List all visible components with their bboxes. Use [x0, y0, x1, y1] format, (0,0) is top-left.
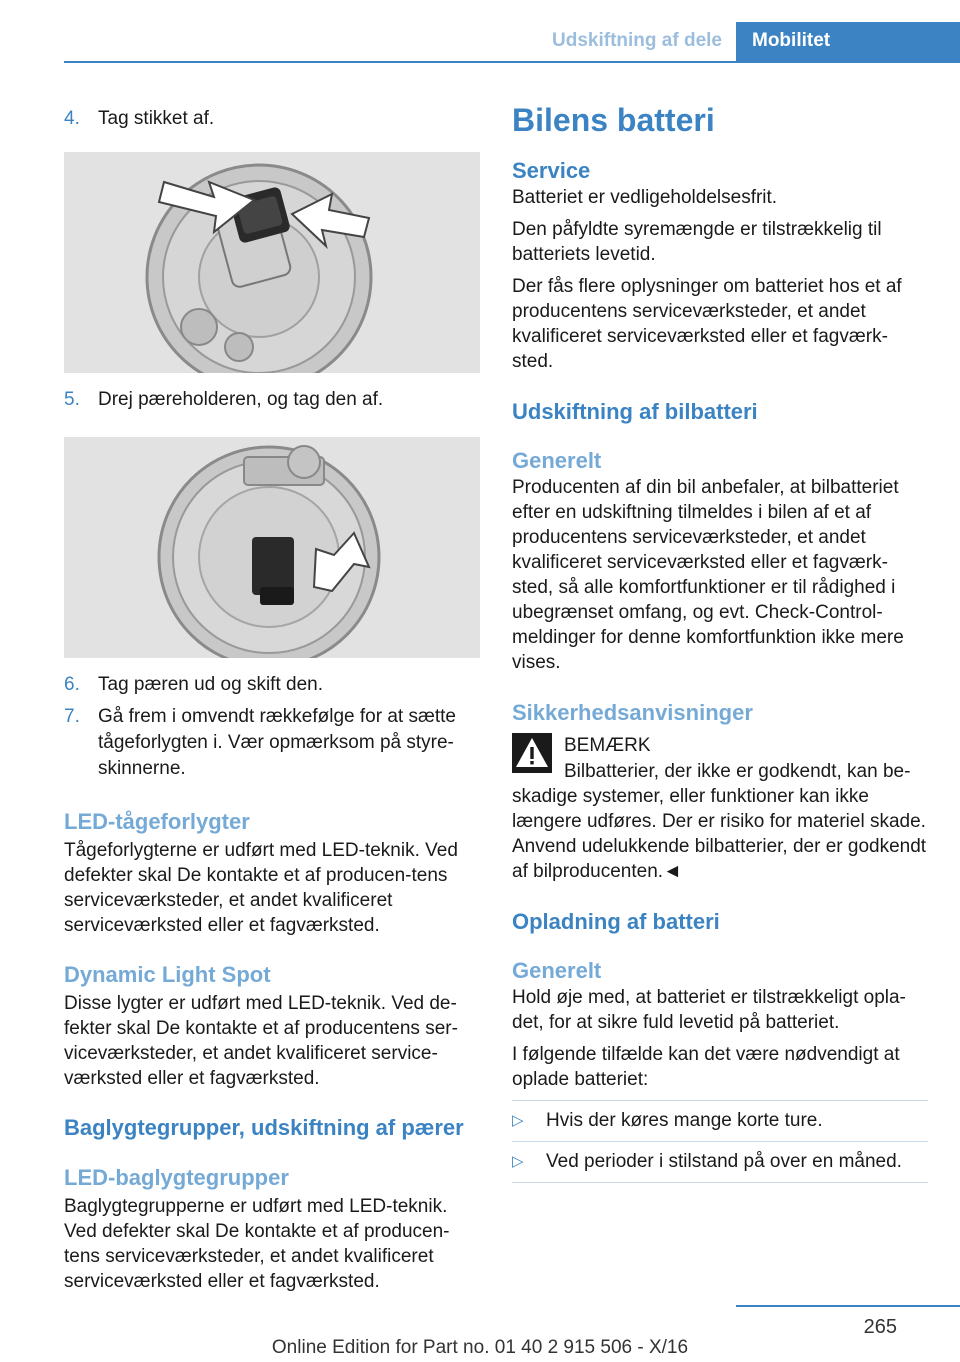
- led-rear-text: Baglygtegrupperne er udført med LED-teknik. Ved defekter skal De kontakte et af producen-tens serviceværksteder, et andet kvalificeret serviceværksted eller et fagværksted.: [64, 1196, 450, 1292]
- heading-service: Service: [512, 158, 591, 183]
- figure-turn-bulb-holder: [64, 437, 480, 658]
- heading-charging: Opladning af batteri: [512, 909, 720, 934]
- heading-battery: Bilens batteri: [512, 102, 715, 138]
- step-7: [64, 704, 480, 782]
- right-column: [512, 100, 928, 1183]
- running-header-section: Udskiftning af dele: [552, 30, 722, 51]
- heading-led-fog: LED-tågeforlygter: [64, 809, 250, 834]
- charge-p1: Hold øje med, at batteriet er tilstrækkeligt opla-det, for at sikre fuld levetid på batteriet.: [512, 987, 906, 1033]
- bulb-holder-illustration: [64, 437, 480, 658]
- heading-general: Generelt: [512, 448, 602, 473]
- warning-text: Bilbatterier, der ikke er godkendt, kan be-skadige systemer, eller funktioner kan ikke længere udføres. Der er risiko for materiel skade. Anvend udelukkende bilbatterier, der er godkendt af bilproducenten.◄: [512, 761, 927, 882]
- warning-label: BEMÆRK: [564, 735, 651, 756]
- step-number: 6.: [64, 674, 80, 695]
- heading-dynamic-light-spot: Dynamic Light Spot: [64, 962, 271, 987]
- edition-footer: Online Edition for Part no. 01 40 2 915 506 - X/16: [271, 1337, 689, 1358]
- step-text: Tag pæren ud og skift den.: [98, 674, 323, 695]
- replace-text: Producenten af din bil anbefaler, at bilbatteriet efter en udskiftning tilmeldes i bilen af et af producentens serviceværksteder, et andet kvalificeret serviceværksted eller et fagværk-sted, så alle komfortfunktioner er til rådighed i ubegrænset omfang, og evt. Check-Control-meldinger for denne komfortfunktion ikke mere vises.: [512, 477, 904, 673]
- step-text: Drej pæreholderen, og tag den af.: [98, 389, 384, 410]
- figure-unplug-connector: [64, 152, 480, 373]
- led-fog-text: Tågeforlygterne er udført med LED-teknik. Ved defekter skal De kontakte et af producen-tens serviceværksteder, et andet kvalificeret serviceværksted eller et fagværksted.: [64, 840, 458, 936]
- step-number: 5.: [64, 389, 80, 410]
- header-rule: [64, 61, 960, 63]
- service-p1: Batteriet er vedligeholdelsesfrit.: [512, 187, 778, 208]
- triangle-bullet-icon: ▷: [512, 1112, 524, 1129]
- step-text: Gå frem i omvendt rækkefølge for at sætte tågeforlygten i. Vær opmærksom på styre-skinnerne.: [98, 706, 456, 779]
- step-5: [64, 387, 480, 413]
- triangle-bullet-icon: ▷: [512, 1153, 524, 1170]
- heading-general-2: Generelt: [512, 958, 602, 983]
- step-number: 7.: [64, 706, 80, 727]
- connector-illustration: [64, 152, 480, 373]
- heading-safety: Sikkerhedsanvisninger: [512, 700, 753, 725]
- chapter-tab: Mobilitet: [736, 22, 960, 63]
- left-column: [64, 100, 480, 1294]
- bullet-list: [512, 1100, 928, 1183]
- step-number: 4.: [64, 108, 80, 129]
- list-item-text: Ved perioder i stilstand på over en måned.: [546, 1151, 902, 1172]
- service-p3: Der fås flere oplysninger om batteriet hos et af producentens serviceværksteder, et andet kvalificeret serviceværksted eller et fagværk-sted.: [512, 276, 902, 372]
- step-6: [64, 672, 480, 698]
- heading-rear-lights: Baglygtegrupper, udskiftning af pærer: [64, 1115, 464, 1140]
- warning-triangle-icon: [512, 733, 552, 773]
- dls-text: Disse lygter er udført med LED-teknik. Ved de-fekter skal De kontakte et af producentens ser-viceværksteder, et andet kvalificeret service-værksted eller et fagværksted.: [64, 993, 458, 1089]
- heading-led-rear: LED-baglygtegrupper: [64, 1165, 289, 1190]
- footer-rule: [736, 1305, 960, 1307]
- list-item-text: Hvis der køres mange korte ture.: [546, 1110, 823, 1131]
- step-text: Tag stikket af.: [98, 108, 215, 129]
- service-p2: Den påfyldte syremængde er tilstrækkelig til batteriets levetid.: [512, 219, 882, 265]
- heading-replace-battery: Udskiftning af bilbatteri: [512, 399, 758, 424]
- list-item: [512, 1141, 928, 1183]
- list-item: [512, 1100, 928, 1141]
- charge-p2: I følgende tilfælde kan det være nødvendigt at oplade batteriet:: [512, 1044, 900, 1090]
- step-4: [64, 106, 480, 132]
- page-number: 265: [863, 1316, 897, 1338]
